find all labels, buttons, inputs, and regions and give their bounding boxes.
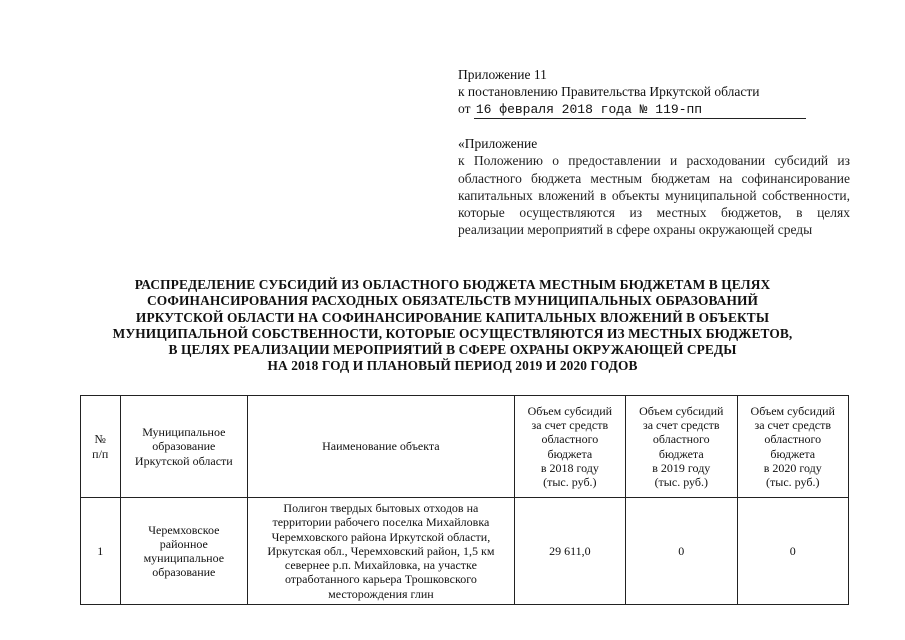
cell-2019: 0 (626, 498, 737, 605)
header-object: Наименование объекта (248, 396, 514, 498)
header-municipality: Муниципальное образование Иркутской области (120, 396, 248, 498)
appendix-resolution: к постановлению Правительства Иркутской области (458, 84, 760, 99)
title-line: ИРКУТСКОЙ ОБЛАСТИ НА СОФИНАНСИРОВАНИЕ КАПИТАЛЬНЫХ ВЛОЖЕНИЙ В ОБЪЕКТЫ (135, 309, 770, 325)
cell-object: Полигон твердых бытовых отходов на территории рабочего поселка Михайловка Черемховского района Иркутской области, Иркутская обл., Черемховский район, 1,5 км севернее р.п. Михайловка, на участке отработанного карьера Трошковского месторождения глин (248, 498, 514, 605)
header-num: № п/п (81, 396, 121, 498)
cell-municipality: Черемховское районное муниципальное образование (120, 498, 248, 605)
appendix-number: Приложение 11 (458, 67, 547, 82)
regulation-appendix-heading: «Приложение (458, 136, 538, 151)
appendix-block (458, 66, 848, 119)
regulation-appendix-text: к Положению о предоставлении и расходовании субсидий из областного бюджета местным бюджетам на софинансирование капитальных вложений в объекты муниципальной собственности, которые осуществляются из местных бюджетов, в целях реализации мероприятий в сфере охраны окружающей среды (458, 153, 850, 238)
table-header-row (81, 396, 849, 498)
header-2019: Объем субсидий за счет средств областного бюджета в 2019 году (тыс. руб.) (626, 396, 737, 498)
resolution-date: 16 февраля 2018 года № 119-пп (474, 101, 806, 119)
cell-2020: 0 (737, 498, 849, 605)
header-2020: Объем субсидий за счет средств областного бюджета в 2020 году (тыс. руб.) (737, 396, 849, 498)
subsidy-table (80, 395, 849, 605)
title-line: МУНИЦИПАЛЬНОЙ СОБСТВЕННОСТИ, КОТОРЫЕ ОСУЩЕСТВЛЯЮТСЯ ИЗ МЕСТНЫХ БЮДЖЕТОВ, (112, 325, 793, 341)
title-line: СОФИНАНСИРОВАНИЯ РАСХОДНЫХ ОБЯЗАТЕЛЬСТВ МУНИЦИПАЛЬНЫХ ОБРАЗОВАНИЙ (146, 293, 758, 309)
cell-num: 1 (81, 498, 121, 605)
table-row (81, 498, 849, 605)
title-line: НА 2018 ГОД И ПЛАНОВЫЙ ПЕРИОД 2019 И 2020 ГОДОВ (267, 358, 638, 374)
appendix-date-row (458, 100, 848, 119)
header-2018: Объем субсидий за счет средств областного бюджета в 2018 году (тыс. руб.) (514, 396, 625, 498)
title-line: В ЦЕЛЯХ РЕАЛИЗАЦИИ МЕРОПРИЯТИЙ В СФЕРЕ ОХРАНЫ ОКРУЖАЮЩЕЙ СРЕДЫ (168, 342, 737, 358)
cell-2018: 29 611,0 (514, 498, 625, 605)
regulation-appendix-block (458, 135, 850, 239)
date-prefix: от (458, 101, 471, 116)
document-title (60, 277, 845, 375)
title-line: РАСПРЕДЕЛЕНИЕ СУБСИДИЙ ИЗ ОБЛАСТНОГО БЮДЖЕТА МЕСТНЫМ БЮДЖЕТАМ В ЦЕЛЯХ (134, 277, 771, 292)
